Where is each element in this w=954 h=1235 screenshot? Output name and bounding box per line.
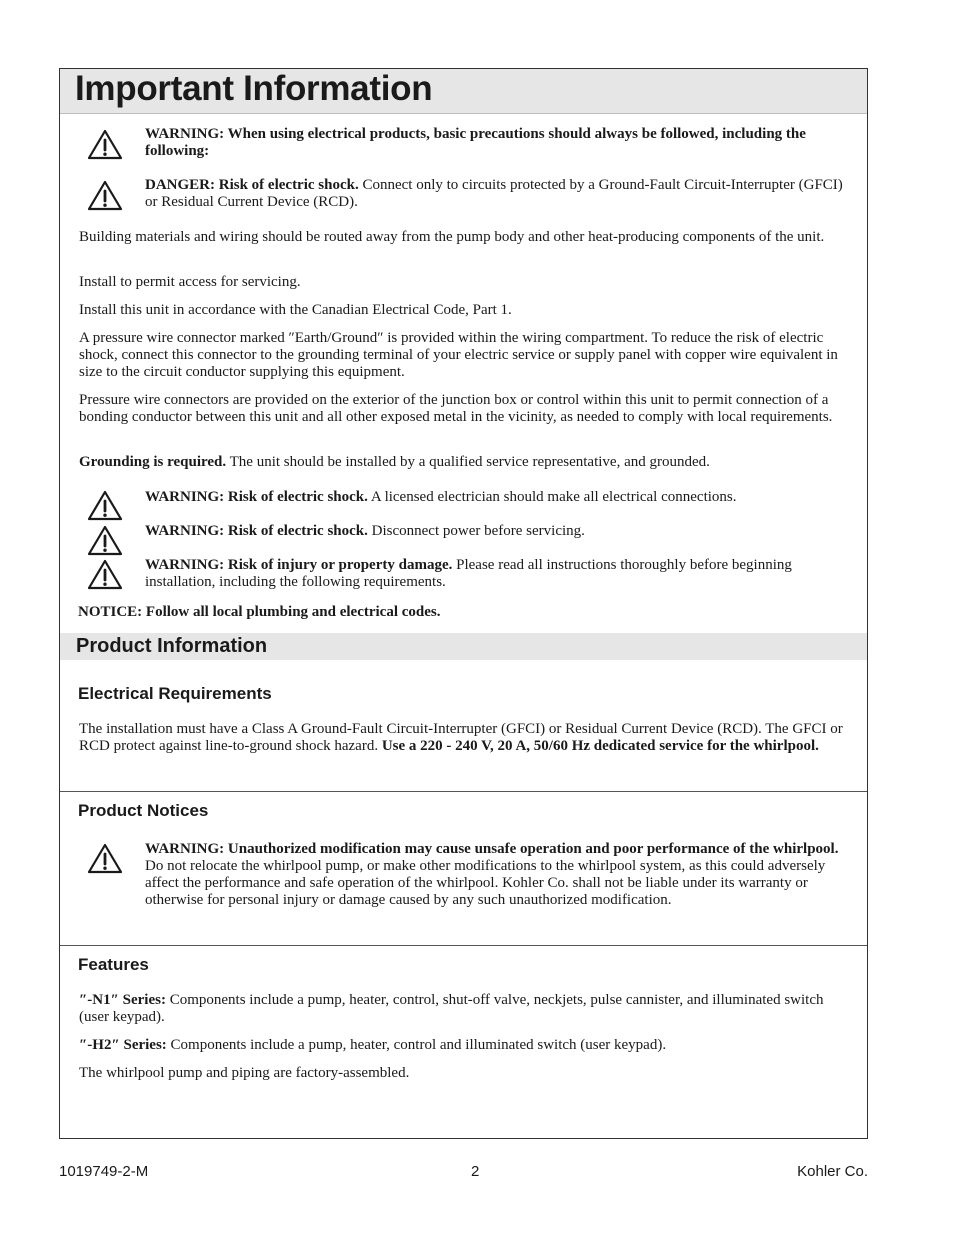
divider — [60, 945, 867, 946]
notice-bold: NOTICE: Follow all local plumbing and electrical codes. — [78, 604, 441, 620]
section-title: Product Information — [76, 635, 268, 657]
feature-series-bold: ″-N1″ Series: — [79, 992, 166, 1008]
features-closing: The whirlpool pump and piping are factory-assembled. — [79, 1065, 410, 1081]
feature-series-bold: ″-H2″ Series: — [79, 1037, 167, 1053]
warning-text: A licensed electrician should make all electrical connections. — [367, 489, 737, 505]
warning-injury-damage — [79, 557, 851, 591]
section-header-product-information — [60, 633, 867, 660]
danger-electric-shock — [79, 177, 851, 211]
warning-text-bold: WARNING: Risk of electric shock. — [145, 523, 368, 539]
warning-text-bold: WARNING: Unauthorized modification may cause unsafe operation and poor performance of the whirlpool. — [145, 841, 839, 857]
electrical-requirements-heading: Electrical Requirements — [78, 684, 272, 703]
warning-general — [79, 126, 851, 160]
page-title: Important Information — [75, 69, 433, 108]
feature-series-text: Components include a pump, heater, control and illuminated switch (user keypad). — [166, 1037, 667, 1053]
footer-company: Kohler Co. — [797, 1163, 868, 1180]
warning-text: Do not relocate the whirlpool pump, or make other modifications to the whirlpool system, as this could adversely affect the performance and safe operation of the whirlpool. Kohler Co. shall not be liable under its warranty or otherwise for personal injury or damage caused by any such unauthorized modification. — [145, 858, 826, 908]
notice-text — [78, 604, 851, 621]
paragraph: A pressure wire connector marked ″Earth/Ground″ is provided within the wiring compartment. To reduce the risk of electric shock, connect this connector to the grounding terminal of your electric service or supply panel with copper wire equivalent in size to the circuit conductor supplying this equipment. — [79, 330, 838, 380]
features-heading: Features — [78, 955, 149, 974]
grounding-bold: Grounding is required. — [79, 454, 227, 470]
warning-text: Connect only to circuits protected by a Ground-Fault Circuit-Interrupter (GFCI) or Residual Current Device (RCD). — [145, 177, 843, 210]
feature-series-text: Components include a pump, heater, control, shut-off valve, neckjets, pulse cannister, and illuminated switch (user keypad). — [79, 992, 824, 1025]
grounding-paragraph — [79, 454, 851, 471]
warning-text-bold: DANGER: Risk of electric shock. — [145, 177, 359, 193]
product-notices-heading: Product Notices — [78, 801, 209, 820]
warning-electrician — [79, 489, 851, 506]
grounding-text: The unit should be installed by a qualified service representative, and grounded. — [226, 454, 710, 470]
warning-text-bold: WARNING: When using electrical products, basic precautions should always be followed, including the following: — [145, 126, 806, 159]
feature-item-h2 — [79, 1037, 851, 1054]
footer-doc-number: 1019749-2-M — [59, 1163, 149, 1180]
warning-text-bold: WARNING: Risk of electric shock. — [145, 489, 368, 505]
warning-triangle-icon — [87, 525, 123, 557]
paragraph: Building materials and wiring should be routed away from the pump body and other heat-producing components of the unit. — [79, 229, 825, 245]
content-frame — [59, 68, 868, 1139]
warning-triangle-icon — [87, 180, 123, 212]
electrical-requirements-text — [79, 721, 851, 755]
warning-text-bold: WARNING: Risk of injury or property damage. — [145, 557, 453, 573]
warning-triangle-icon — [87, 559, 123, 591]
divider — [60, 791, 867, 792]
electrical-bold: Use a 220 - 240 V, 20 A, 50/60 Hz dedicated service for the whirlpool. — [381, 738, 819, 754]
electrical-text: The installation must have a Class A Ground-Fault Circuit-Interrupter (GFCI) or Residual Current Device (RCD). The GFCI or RCD protect against line-to-ground shock hazard. — [79, 721, 843, 754]
warning-triangle-icon — [87, 490, 123, 522]
title-bar — [60, 69, 867, 114]
warning-triangle-icon — [87, 129, 123, 161]
warning-disconnect-power — [79, 523, 851, 540]
feature-item-n1 — [79, 992, 851, 1026]
paragraph: Install this unit in accordance with the Canadian Electrical Code, Part 1. — [79, 302, 512, 318]
warning-text: Disconnect power before servicing. — [367, 523, 585, 539]
paragraph: Install to permit access for servicing. — [79, 274, 301, 290]
warning-triangle-icon — [87, 843, 123, 875]
warning-text: Please read all instructions thoroughly before beginning installation, including the following requirements. — [145, 557, 792, 590]
warning-unauthorized-modification — [79, 841, 851, 909]
paragraph: Pressure wire connectors are provided on the exterior of the junction box or control within this unit to permit connection of a bonding conductor between this unit and all other exposed metal in the vicinity, as needed to comply with local requirements. — [79, 392, 833, 425]
footer-page-number: 2 — [471, 1163, 480, 1180]
